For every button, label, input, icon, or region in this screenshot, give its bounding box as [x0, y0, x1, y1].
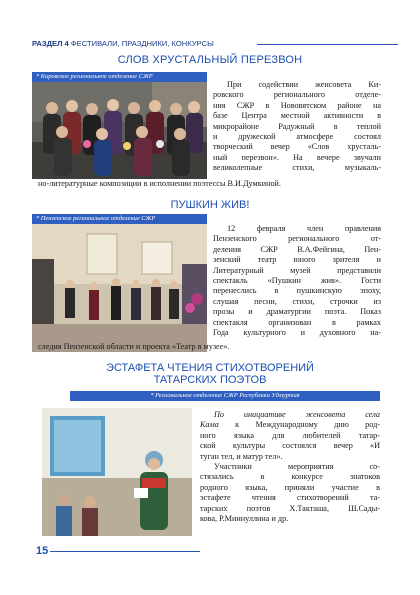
- text-line: великолепные стихи, музыкаль-: [213, 163, 381, 173]
- text-line: и дружеской атмосфере состоял: [213, 132, 381, 142]
- article-title-line: ТАТАРСКИХ ПОЭТОВ: [153, 374, 267, 386]
- text-line: ской культуры состоялся вечер «И: [200, 441, 380, 451]
- text-line: деления СЖР В.А.Фейгина, Пен-: [213, 244, 381, 254]
- text-line: слушая песни, стихи, строчки из: [213, 296, 381, 306]
- text-line: При содействии женсовета Ки-: [227, 80, 381, 89]
- text-line: ный перезвон». На вечере звучали: [213, 152, 381, 162]
- text-line: По инициативе женсовета села: [214, 410, 380, 419]
- text-line: тарских поэтов Х.Такташа, Ш.Сады-: [200, 503, 380, 513]
- text-line: [200, 420, 380, 430]
- text-line: спектакль «Пушкин жив». Гости: [213, 276, 381, 286]
- text-line: Литературный музей представили: [213, 265, 381, 275]
- text-line: микрорайоне Радужный в теплой: [213, 121, 381, 131]
- text-line: кова, Р.Миннуллина и др.: [200, 514, 289, 524]
- article-title: ПУШКИН ЖИВ!: [170, 199, 250, 211]
- text-line: Участники мероприятия со-: [214, 462, 380, 472]
- text-line: зенский театр юного зрителя и: [213, 255, 381, 265]
- page-number: 15: [36, 545, 49, 557]
- text-line: Пензенского регионального от-: [213, 234, 381, 244]
- text-line: ровского регионального отделе-: [213, 90, 381, 100]
- text-line: ного языка для любителей татар-: [200, 430, 380, 440]
- text-line: творческий вечер «Слов хрусталь-: [213, 142, 381, 152]
- text-line: стязались в конкурсе знатоков: [200, 472, 380, 482]
- text-fragment: к Международному дню род-: [235, 420, 381, 430]
- photo-caption: * Региональное отделение СЖР Республики Удмуртия: [70, 391, 380, 401]
- text-line: ния СЖР в Нововятском районе на: [213, 100, 381, 110]
- section-number: РАЗДЕЛ 4: [32, 39, 69, 48]
- text-line: 12 февраля член правления: [227, 224, 381, 233]
- text-line: прозы и драматургии поэта. Показ: [213, 307, 381, 317]
- photo-reading-event: [42, 408, 192, 536]
- header-rule: [257, 44, 398, 45]
- text-line: эстафете чтения стихотворений та-: [200, 493, 380, 503]
- text-line: но-литературные композиции в исполнении поэтессы В.И.Думкиной.: [38, 179, 281, 188]
- article-title: [0, 362, 420, 386]
- article-body-continued: [38, 342, 380, 352]
- text-fragment-italic: Кама: [200, 420, 219, 430]
- photo-stage-performance: [32, 224, 207, 352]
- section-header: [22, 38, 398, 52]
- text-line: туган тел, и матур тел».: [200, 451, 283, 461]
- text-line: спектакля организован в рамках: [213, 317, 381, 327]
- section-category: ФЕСТИВАЛИ, ПРАЗДНИКИ, КОНКУРСЫ: [70, 39, 214, 48]
- text-line: базе Центра местной активности в: [213, 111, 381, 121]
- text-line: родного языка, приняли участие в: [200, 482, 380, 492]
- text-line: перенеслись в пушкинскую эпоху,: [213, 286, 381, 296]
- article-body-continued: [38, 179, 380, 189]
- article-body: [213, 224, 381, 338]
- section-header-text: [32, 38, 214, 50]
- photo-group-of-women: [32, 82, 207, 179]
- article-title-line: ЭСТАФЕТА ЧТЕНИЯ СТИХОТВОРЕНИЙ: [106, 362, 314, 374]
- text-line: следия Пензенской области и проекта «Театр в музее».: [38, 342, 230, 351]
- article-title: СЛОВ ХРУСТАЛЬНЫЙ ПЕРЕЗВОН: [117, 54, 303, 66]
- text-line: Года культурного и духовного на-: [213, 328, 381, 338]
- article-body: [213, 80, 381, 174]
- footer-rule: [50, 551, 200, 552]
- photo-caption: * Кировское региональное отделение СЖР: [32, 72, 207, 82]
- article-body: [200, 410, 380, 524]
- photo-caption: * Пензенское региональное отделение СЖР: [32, 214, 207, 224]
